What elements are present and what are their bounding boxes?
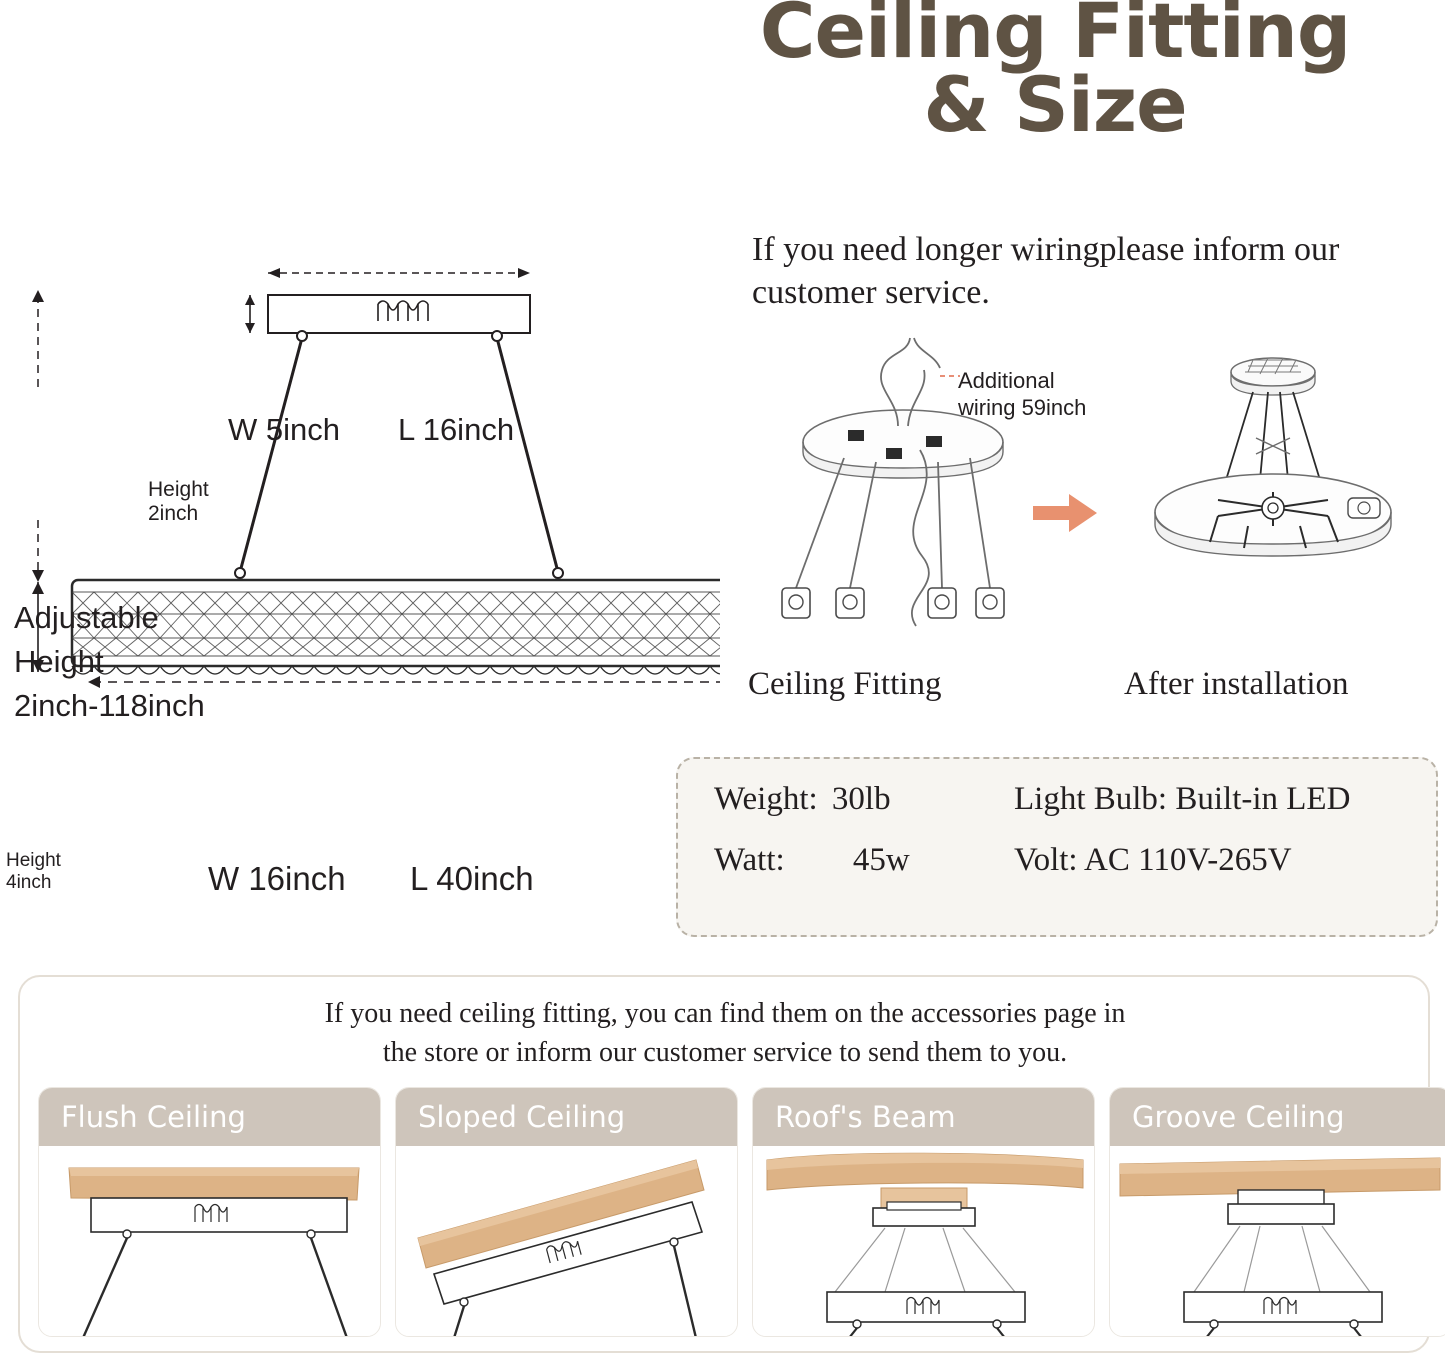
adjustable-height-line-1: Adjustable <box>14 600 159 635</box>
fixture-height-line-1: Height <box>6 850 61 871</box>
canopy-height-label <box>148 478 240 526</box>
caption-after-installation: After installation <box>1124 666 1349 702</box>
fixture-width-label: W 16inch <box>208 860 346 897</box>
flush-ceiling-svg <box>39 1146 381 1337</box>
card-title-sloped: Sloped Ceiling <box>396 1088 737 1146</box>
spec-watt-value: 45w <box>852 842 910 878</box>
page-title <box>695 0 1415 150</box>
page-title-line-1: Ceiling Fitting <box>759 0 1351 75</box>
process-arrow <box>1033 494 1097 532</box>
spec-bulb-label: Light Bulb: <box>1014 781 1168 817</box>
card-illustration-sloped <box>396 1146 737 1337</box>
accessories-note <box>80 995 1370 1072</box>
spec-watt <box>714 842 1014 879</box>
spec-volt-label: Volt: <box>1014 842 1078 878</box>
spec-weight-label: Weight: <box>714 781 818 817</box>
additional-wiring-label <box>958 368 1148 422</box>
ceiling-type-card-roof-beam[interactable] <box>752 1087 1095 1337</box>
additional-wiring-line-1: Additional <box>958 368 1055 393</box>
canopy-height-line-1: Height <box>148 478 209 501</box>
card-title-flush: Flush Ceiling <box>39 1088 380 1146</box>
caption-ceiling-fitting: Ceiling Fitting <box>748 666 942 702</box>
ceiling-type-card-groove[interactable] <box>1109 1087 1445 1337</box>
fixture-height-label <box>6 850 86 894</box>
ceiling-type-card-sloped[interactable] <box>395 1087 738 1337</box>
card-illustration-roof-beam <box>753 1146 1094 1337</box>
accessories-note-line-2: the store or inform our customer service to send them to you. <box>382 1036 1068 1068</box>
canopy-height-line-2: 2inch <box>148 502 199 526</box>
fixture-length-label: L 40inch <box>410 860 534 897</box>
fixture-height-line-2: 4inch <box>6 871 52 893</box>
groove-ceiling-svg <box>1110 1146 1445 1337</box>
spec-weight-value: 30lb <box>831 781 891 817</box>
spec-weight <box>714 781 1014 818</box>
sloped-ceiling-svg <box>396 1146 738 1337</box>
page-title-line-2: & Size <box>923 60 1187 150</box>
adjustable-height-line-3: 2inch-118inch <box>14 688 205 724</box>
spec-row-weight-bulb <box>714 781 1436 818</box>
ceiling-type-card-list <box>38 1087 1445 1337</box>
longer-wiring-note: If you need longer wiringplease inform our customer service. <box>752 231 1340 312</box>
spec-row-watt-volt <box>714 842 1436 879</box>
card-title-groove: Groove Ceiling <box>1110 1088 1445 1146</box>
ceiling-type-card-flush[interactable] <box>38 1087 381 1337</box>
spec-watt-label: Watt: <box>714 842 785 878</box>
spec-volt-value: AC 110V-265V <box>1084 842 1292 878</box>
ceiling-fitting-options-panel <box>18 975 1430 1353</box>
canopy-width-label: W 5inch <box>228 412 340 447</box>
fixture-dimension-diagram <box>0 190 720 897</box>
spec-bulb-value: Built-in LED <box>1175 781 1351 817</box>
additional-wiring-line-2: wiring 59inch <box>958 394 1087 420</box>
spec-volt <box>1014 842 1292 879</box>
card-title-roof-beam: Roof's Beam <box>753 1088 1094 1146</box>
card-illustration-groove <box>1110 1146 1445 1337</box>
roof-beam-svg <box>753 1146 1095 1337</box>
spec-bulb <box>1014 781 1350 818</box>
adjustable-height-line-2: Height <box>14 644 104 680</box>
canopy-length-label: L 16inch <box>398 412 515 447</box>
accessories-note-line-1: If you need ceiling fitting, you can find them on the accessories page in <box>324 998 1126 1029</box>
adjustable-height-label <box>14 596 254 728</box>
card-illustration-flush <box>39 1146 380 1337</box>
spec-box <box>676 757 1438 937</box>
